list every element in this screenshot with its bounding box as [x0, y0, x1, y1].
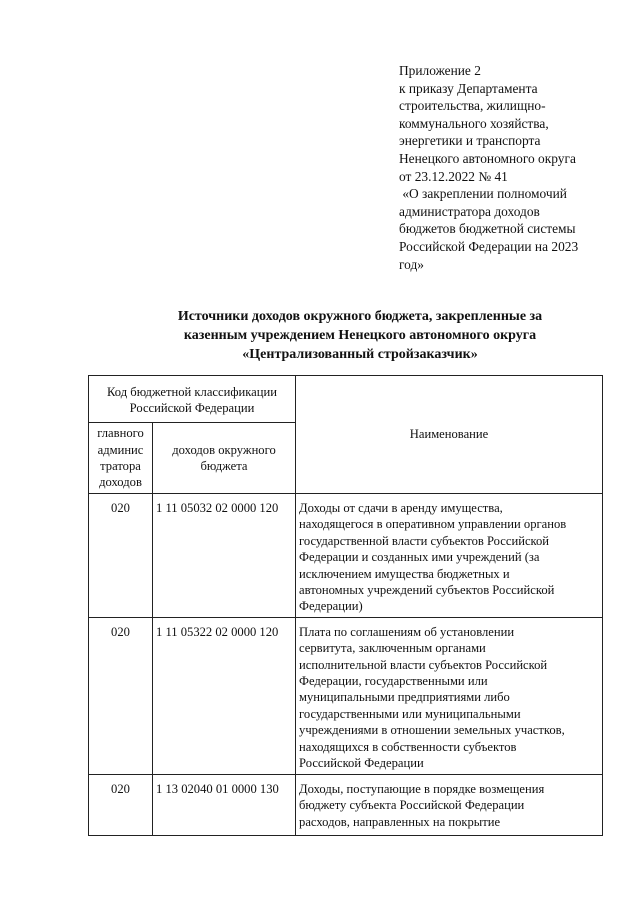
budget-code-cell: 1 11 05322 02 0000 120	[153, 617, 296, 774]
appendix-line: энергетики и транспорта	[399, 133, 541, 149]
appendix-line: администратора доходов	[399, 203, 540, 219]
document-title	[80, 307, 640, 364]
table-row	[89, 494, 603, 618]
appendix-line: «О закреплении полномочий	[399, 186, 567, 202]
appendix-line: бюджетов бюджетной системы	[399, 221, 576, 237]
appendix-line: к приказу Департамента	[399, 80, 538, 96]
appendix-line: коммунального хозяйства,	[399, 115, 549, 131]
appendix-line: строительства, жилищно-	[399, 98, 546, 114]
description-cell: Плата по соглашениям об установлении сервитута, заключенным органами исполнительной власти субъектов Российской Федерации, государственными или муниципальными предприятиями либо государственными или муниципальными учреждениями в отношении земельных участков, находящихся в собственности субъектов Российской Федерации	[296, 617, 603, 774]
table-row	[89, 617, 603, 774]
title-line: казенным учреждением Ненецкого автономного округа	[183, 328, 537, 343]
appendix-line: Российской Федерации на 2023	[399, 238, 579, 254]
description-cell: Доходы от сдачи в аренду имущества, находящегося в оперативном управлении органов государственной власти субъектов Российской Федерации и созданных ими учреждений (за исключением имущества бюджетных и автономных учреждений субъектов Российской Федерации)	[296, 494, 603, 618]
title-line: «Централизованный стройзаказчик»	[242, 347, 478, 362]
admin-code-cell: 020	[89, 774, 153, 835]
header-name: Наименование	[296, 376, 603, 494]
table-row	[89, 774, 603, 835]
header-district-budget-income: доходов окружного бюджета	[153, 423, 296, 494]
table-header-row	[89, 376, 603, 423]
budget-code-cell: 1 11 05032 02 0000 120	[153, 494, 296, 618]
appendix-line: от 23.12.2022 № 41	[399, 168, 508, 184]
income-sources-table	[88, 375, 603, 836]
title-line: Источники доходов окружного бюджета, закрепленные за	[177, 309, 543, 324]
header-main-administrator: главного админис тратора доходов	[89, 423, 153, 494]
appendix-line: Ненецкого автономного округа	[399, 150, 576, 166]
admin-code-cell: 020	[89, 494, 153, 618]
appendix-line: год»	[399, 256, 424, 272]
budget-code-cell: 1 13 02040 01 0000 130	[153, 774, 296, 835]
appendix-block	[399, 62, 624, 273]
appendix-line: Приложение 2	[399, 63, 481, 78]
header-classification-code: Код бюджетной классификации Российской Федерации	[89, 376, 296, 423]
description-cell: Доходы, поступающие в порядке возмещения бюджету субъекта Российской Федерации расходов, направленных на покрытие	[296, 774, 603, 835]
admin-code-cell: 020	[89, 617, 153, 774]
